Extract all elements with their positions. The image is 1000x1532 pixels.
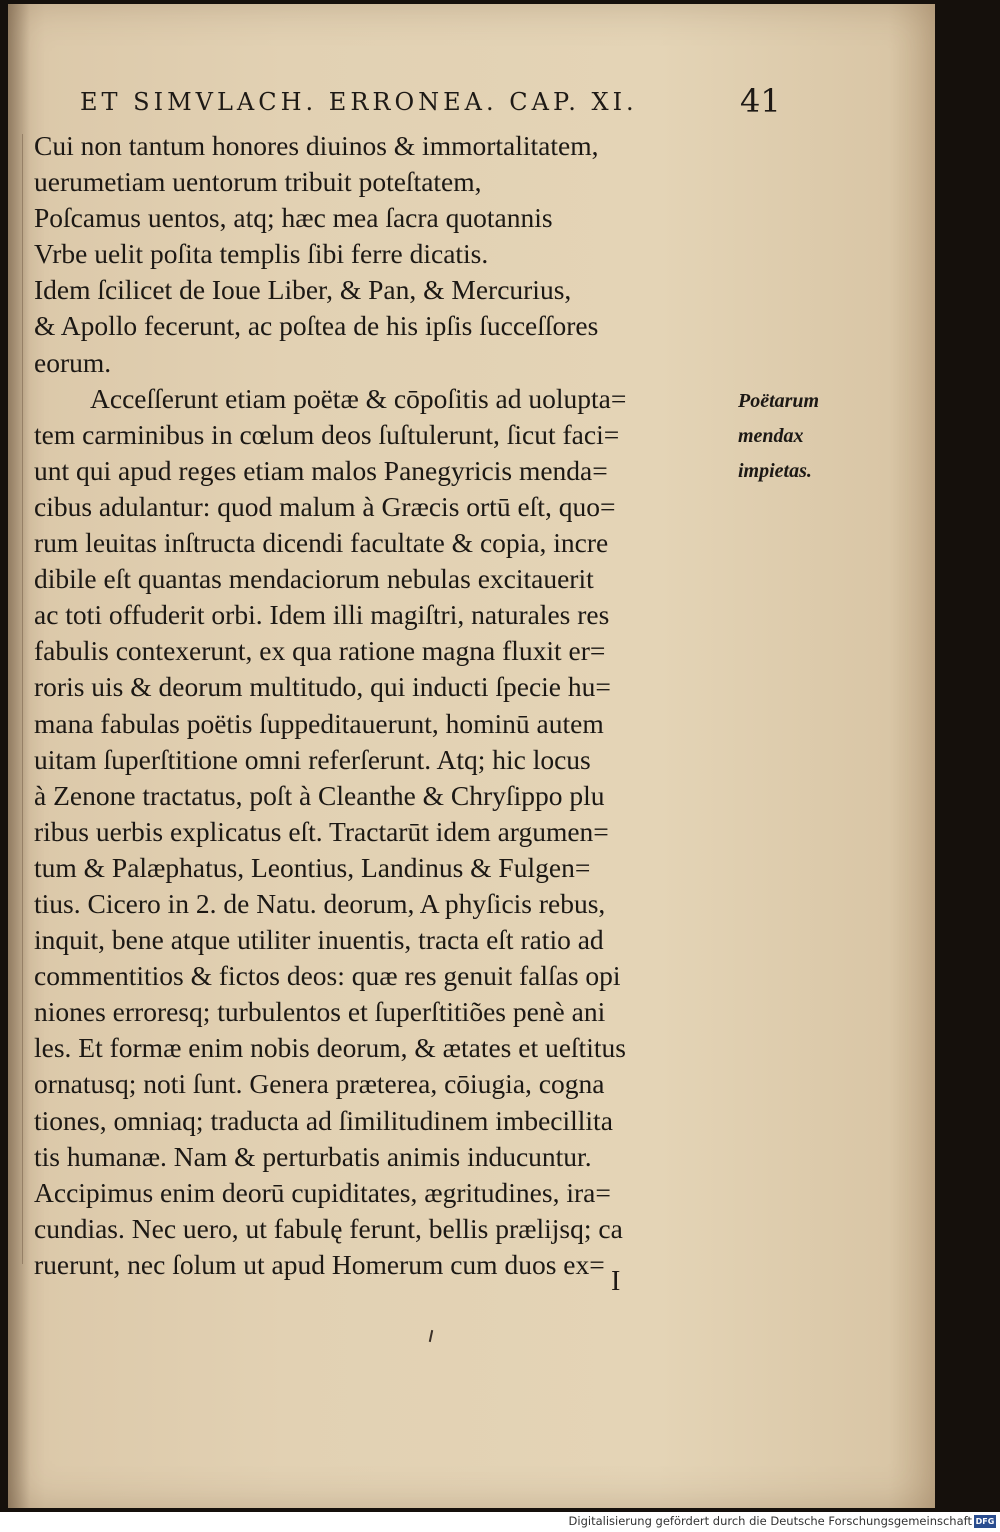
text-line: Cui non tantum honores diuinos & immortalitatem, [34, 130, 599, 161]
text-line: tis humanæ. Nam & perturbatis animis inducuntur. [34, 1140, 592, 1172]
text-line: à Zenone tractatus, poſt à Cleanthe & Chryſippo plu [34, 779, 605, 811]
margin-note-line: mendax [738, 425, 804, 447]
text-line: Accipimus enim deorū cupiditates, ægritudines, ira= [34, 1176, 611, 1208]
text-line: mana fabulas poëtis ſuppeditauerunt, hominū autem [34, 707, 604, 739]
text-line: tius. Cicero in 2. de Natu. deorum, A phyſicis rebus, [34, 887, 606, 919]
text-line: les. Et formæ enim nobis deorum, & ætates et ueſtitus [34, 1032, 626, 1064]
text-line: fabulis contexerunt, ex qua ratione magna fluxit er= [34, 635, 606, 667]
running-head: ET SIMVLACH. ERRONEA. CAP. XI. [80, 88, 638, 116]
dfg-logo-icon: DFG [975, 1517, 995, 1526]
text-line: uitam ſuperſtitione omni referſerunt. Atq; hic locus [34, 743, 591, 775]
page-number: 41 [740, 82, 781, 120]
text-line: ac toti offuderit orbi. Idem illi magiſtri, naturales res [34, 599, 610, 631]
text-line: ruerunt, nec ſolum ut apud Homerum cum duos ex= [34, 1248, 605, 1280]
text-line: Acceſſerunt etiam poëtæ & cōpoſitis ad uolupta= [90, 382, 627, 414]
funding-notice: Digitalisierung gefördert durch die Deutsche Forschungsgemeinschaft [568, 1514, 972, 1528]
text-line: ribus uerbis explicatus eſt. Tractarūt idem argumen= [34, 815, 609, 847]
text-line: commentitios & fictos deos: quæ res genuit falſas opi [34, 960, 621, 992]
stray-ink-mark [429, 1330, 433, 1342]
text-line: rum leuitas inſtructa dicendi facultate & copia, incre [34, 527, 609, 559]
margin-rule [22, 134, 23, 1264]
signature-mark: I [611, 1266, 621, 1297]
text-line: cibus adulantur: quod malum à Græcis ortū eſt, quo= [34, 490, 616, 522]
text-line: tiones, omniaq; traducta ad ſimilitudinem imbecillita [34, 1104, 613, 1136]
text-line: inquit, bene atque utiliter inuentis, tracta eſt ratio ad [34, 924, 604, 956]
margin-note-line: Poëtarum [738, 390, 820, 412]
text-line: roris uis & deorum multitudo, qui inducti ſpecie hu= [34, 671, 611, 703]
margin-note [738, 384, 819, 489]
text-line: Idem ſcilicet de Ioue Liber, & Pan, & Mercurius, [34, 274, 572, 306]
text-line: niones erroresq; turbulentos et ſuperſtitiões penè ani [34, 996, 606, 1028]
page-header [80, 82, 780, 126]
text-line: Vrbe uelit poſita templis ſibi ferre dicatis. [34, 238, 489, 270]
text-line: & Apollo fecerunt, ac poſtea de his ipſis ſucceſſores [34, 310, 599, 342]
text-line: unt qui apud reges etiam malos Panegyricis menda= [34, 454, 608, 486]
margin-note-line: impietas. [738, 460, 812, 482]
footer-bar [0, 1512, 1000, 1532]
book-page [8, 4, 935, 1508]
body-text [34, 128, 754, 1283]
text-line: ornatusq; noti ſunt. Genera præterea, cōiugia, cogna [34, 1068, 605, 1100]
text-line: Poſcamus uentos, atq; hæc mea ſacra quotannis [34, 202, 553, 234]
text-line: dibile eſt quantas mendaciorum nebulas excitauerit [34, 563, 594, 595]
text-line: tum & Palæphatus, Leontius, Landinus & Fulgen= [34, 851, 591, 883]
text-line: uerumetiam uentorum tribuit poteſtatem, [34, 166, 482, 198]
page-gutter-shadow [8, 4, 30, 1508]
text-line: cundias. Nec uero, ut fabulę ferunt, bellis prælijsq; ca [34, 1212, 623, 1244]
text-line: tem carminibus in cœlum deos ſuſtulerunt, ſicut faci= [34, 418, 620, 450]
text-line: eorum. [34, 346, 112, 378]
